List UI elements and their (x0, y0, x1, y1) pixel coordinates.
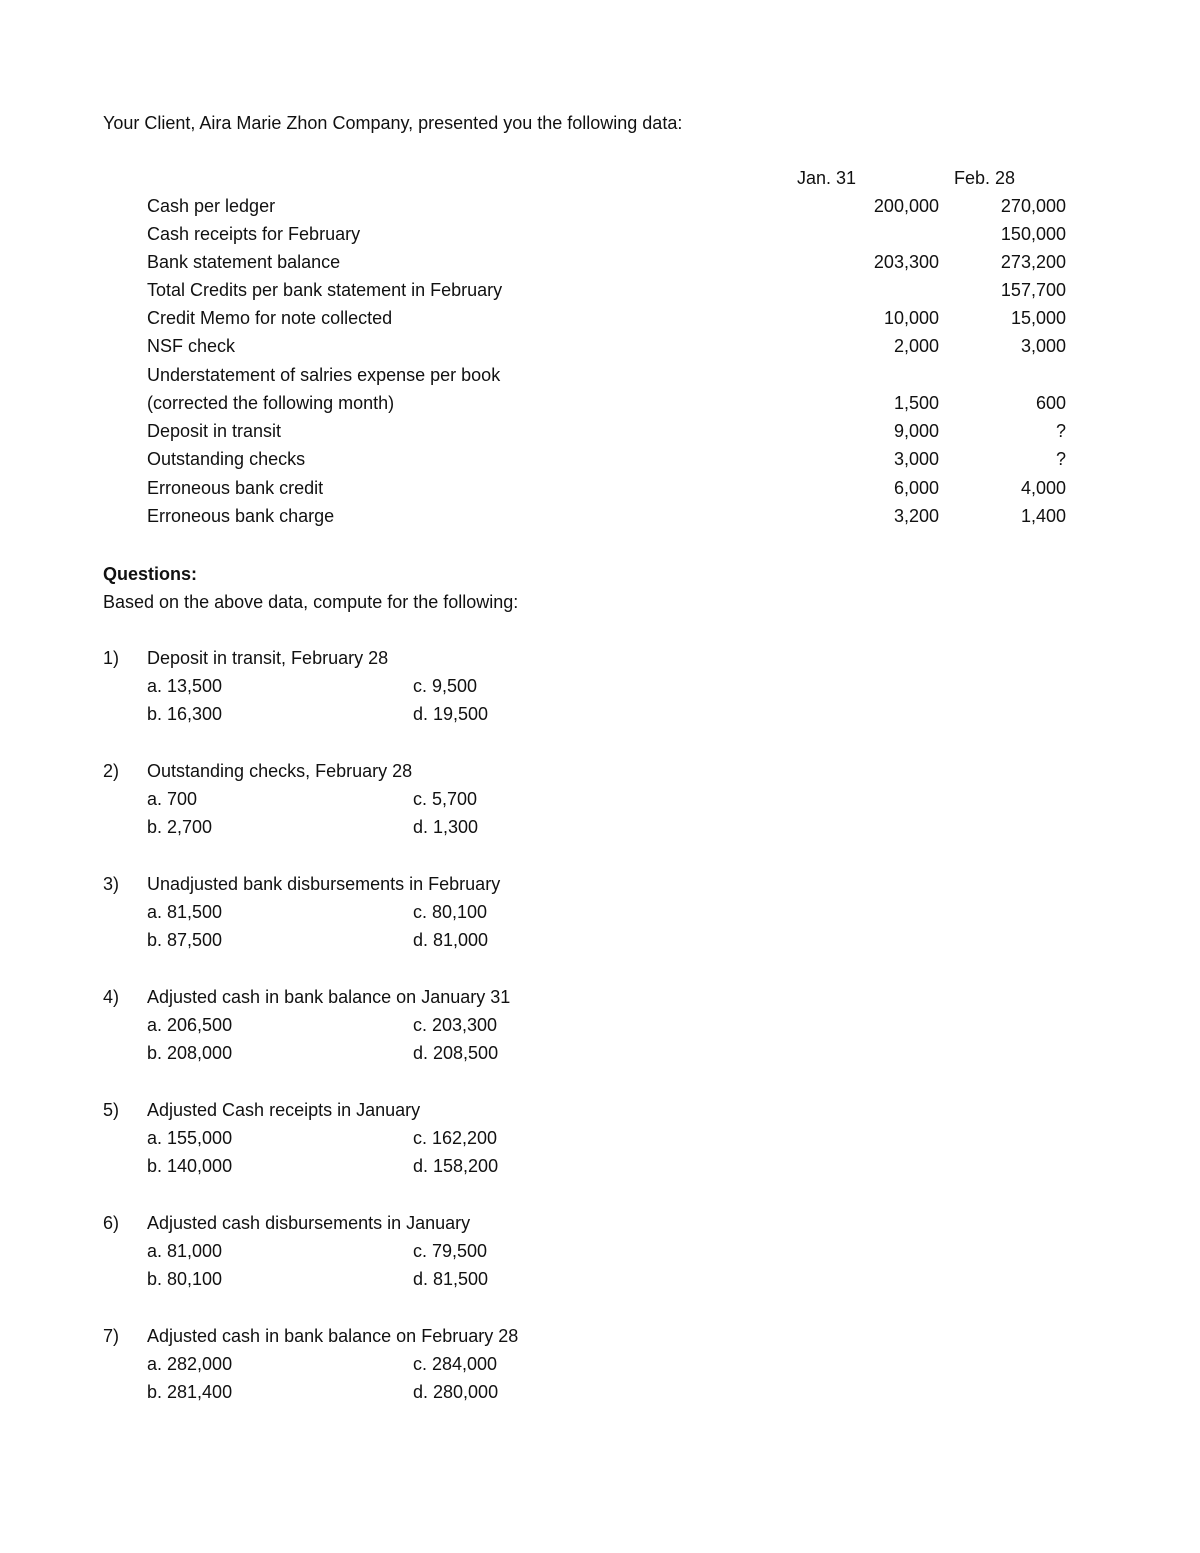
option-a: a. 155,000 (147, 1128, 233, 1148)
option-c: c. 80,100 (413, 902, 488, 922)
column-header-feb: Feb. 28 (954, 168, 1016, 188)
option-c: c. 162,200 (413, 1128, 498, 1148)
table-row (0, 445, 1200, 473)
table-row (0, 276, 1200, 304)
question-number: 3) (103, 874, 120, 894)
option-d: d. 208,500 (413, 1043, 499, 1063)
question-item (0, 983, 1200, 1073)
option-d: d. 158,200 (413, 1156, 499, 1176)
question-text: Adjusted cash disbursements in January (147, 1213, 471, 1233)
column-header-jan: Jan. 31 (797, 168, 857, 188)
question-item (0, 644, 1200, 734)
feb-value: ? (1055, 449, 1066, 469)
jan-value: 200,000 (873, 196, 939, 216)
question-text: Adjusted cash in bank balance on February 28 (147, 1326, 519, 1346)
option-a: a. 81,500 (147, 902, 223, 922)
question-number: 6) (103, 1213, 120, 1233)
row-label: Erroneous bank charge (147, 506, 335, 526)
question-text: Deposit in transit, February 28 (147, 648, 389, 668)
option-c: c. 9,500 (413, 676, 478, 696)
table-row (0, 220, 1200, 248)
question-number: 1) (103, 648, 120, 668)
row-label: Erroneous bank credit (147, 478, 324, 498)
option-d: d. 19,500 (413, 704, 489, 724)
row-label: (corrected the following month) (147, 393, 395, 413)
table-row (0, 192, 1200, 220)
question-text: Unadjusted bank disbursements in February (147, 874, 501, 894)
question-text: Adjusted cash in bank balance on January 31 (147, 987, 511, 1007)
question-number: 7) (103, 1326, 120, 1346)
table-row (0, 389, 1200, 417)
row-label: Credit Memo for note collected (147, 308, 393, 328)
option-c: c. 5,700 (413, 789, 478, 809)
question-item (0, 1096, 1200, 1186)
option-b: b. 80,100 (147, 1269, 223, 1289)
jan-value: 3,000 (893, 449, 939, 469)
jan-value: 2,000 (893, 336, 939, 356)
feb-value: 270,000 (1000, 196, 1066, 216)
row-label: Outstanding checks (147, 449, 306, 469)
question-text: Adjusted Cash receipts in January (147, 1100, 421, 1120)
table-row (0, 502, 1200, 530)
question-item (0, 1322, 1200, 1412)
jan-value: 9,000 (893, 421, 939, 441)
table-row (0, 474, 1200, 502)
option-b: b. 140,000 (147, 1156, 233, 1176)
feb-value: 600 (1035, 393, 1066, 413)
question-number: 4) (103, 987, 120, 1007)
feb-value: 150,000 (1000, 224, 1066, 244)
question-item (0, 1209, 1200, 1299)
option-a: a. 81,000 (147, 1241, 223, 1261)
question-number: 2) (103, 761, 120, 781)
jan-value: 203,300 (873, 252, 939, 272)
row-label: Cash per ledger (147, 196, 276, 216)
table-row (0, 248, 1200, 276)
jan-value: 3,200 (893, 506, 939, 526)
question-number: 5) (103, 1100, 120, 1120)
table-row (0, 332, 1200, 360)
option-d: d. 280,000 (413, 1382, 499, 1402)
table-row (0, 417, 1200, 445)
option-d: d. 81,500 (413, 1269, 489, 1289)
option-a: a. 282,000 (147, 1354, 233, 1374)
jan-value: 6,000 (893, 478, 939, 498)
table-row (0, 361, 1200, 389)
option-b: b. 87,500 (147, 930, 223, 950)
row-label: NSF check (147, 336, 236, 356)
questions-intro: Based on the above data, compute for the following: (103, 592, 519, 612)
option-c: c. 284,000 (413, 1354, 498, 1374)
feb-value: 157,700 (1000, 280, 1066, 300)
feb-value: ? (1055, 421, 1066, 441)
row-label: Total Credits per bank statement in February (147, 280, 503, 300)
option-a: a. 206,500 (147, 1015, 233, 1035)
row-label: Understatement of salries expense per book (147, 365, 501, 385)
option-d: d. 81,000 (413, 930, 489, 950)
question-item (0, 757, 1200, 847)
feb-value: 3,000 (1020, 336, 1066, 356)
row-label: Bank statement balance (147, 252, 341, 272)
option-b: b. 2,700 (147, 817, 213, 837)
jan-value: 10,000 (883, 308, 939, 328)
option-c: c. 79,500 (413, 1241, 488, 1261)
intro-text: Your Client, Aira Marie Zhon Company, presented you the following data: (103, 113, 683, 133)
question-item (0, 870, 1200, 960)
feb-value: 4,000 (1020, 478, 1066, 498)
option-c: c. 203,300 (413, 1015, 498, 1035)
feb-value: 15,000 (1010, 308, 1066, 328)
option-d: d. 1,300 (413, 817, 479, 837)
feb-value: 273,200 (1000, 252, 1066, 272)
feb-value: 1,400 (1020, 506, 1066, 526)
questions-heading: Questions: (103, 564, 198, 584)
row-label: Deposit in transit (147, 421, 282, 441)
option-a: a. 13,500 (147, 676, 223, 696)
question-text: Outstanding checks, February 28 (147, 761, 413, 781)
jan-value: 1,500 (893, 393, 939, 413)
option-b: b. 208,000 (147, 1043, 233, 1063)
table-row (0, 304, 1200, 332)
option-a: a. 700 (147, 789, 198, 809)
row-label: Cash receipts for February (147, 224, 361, 244)
option-b: b. 16,300 (147, 704, 223, 724)
option-b: b. 281,400 (147, 1382, 233, 1402)
